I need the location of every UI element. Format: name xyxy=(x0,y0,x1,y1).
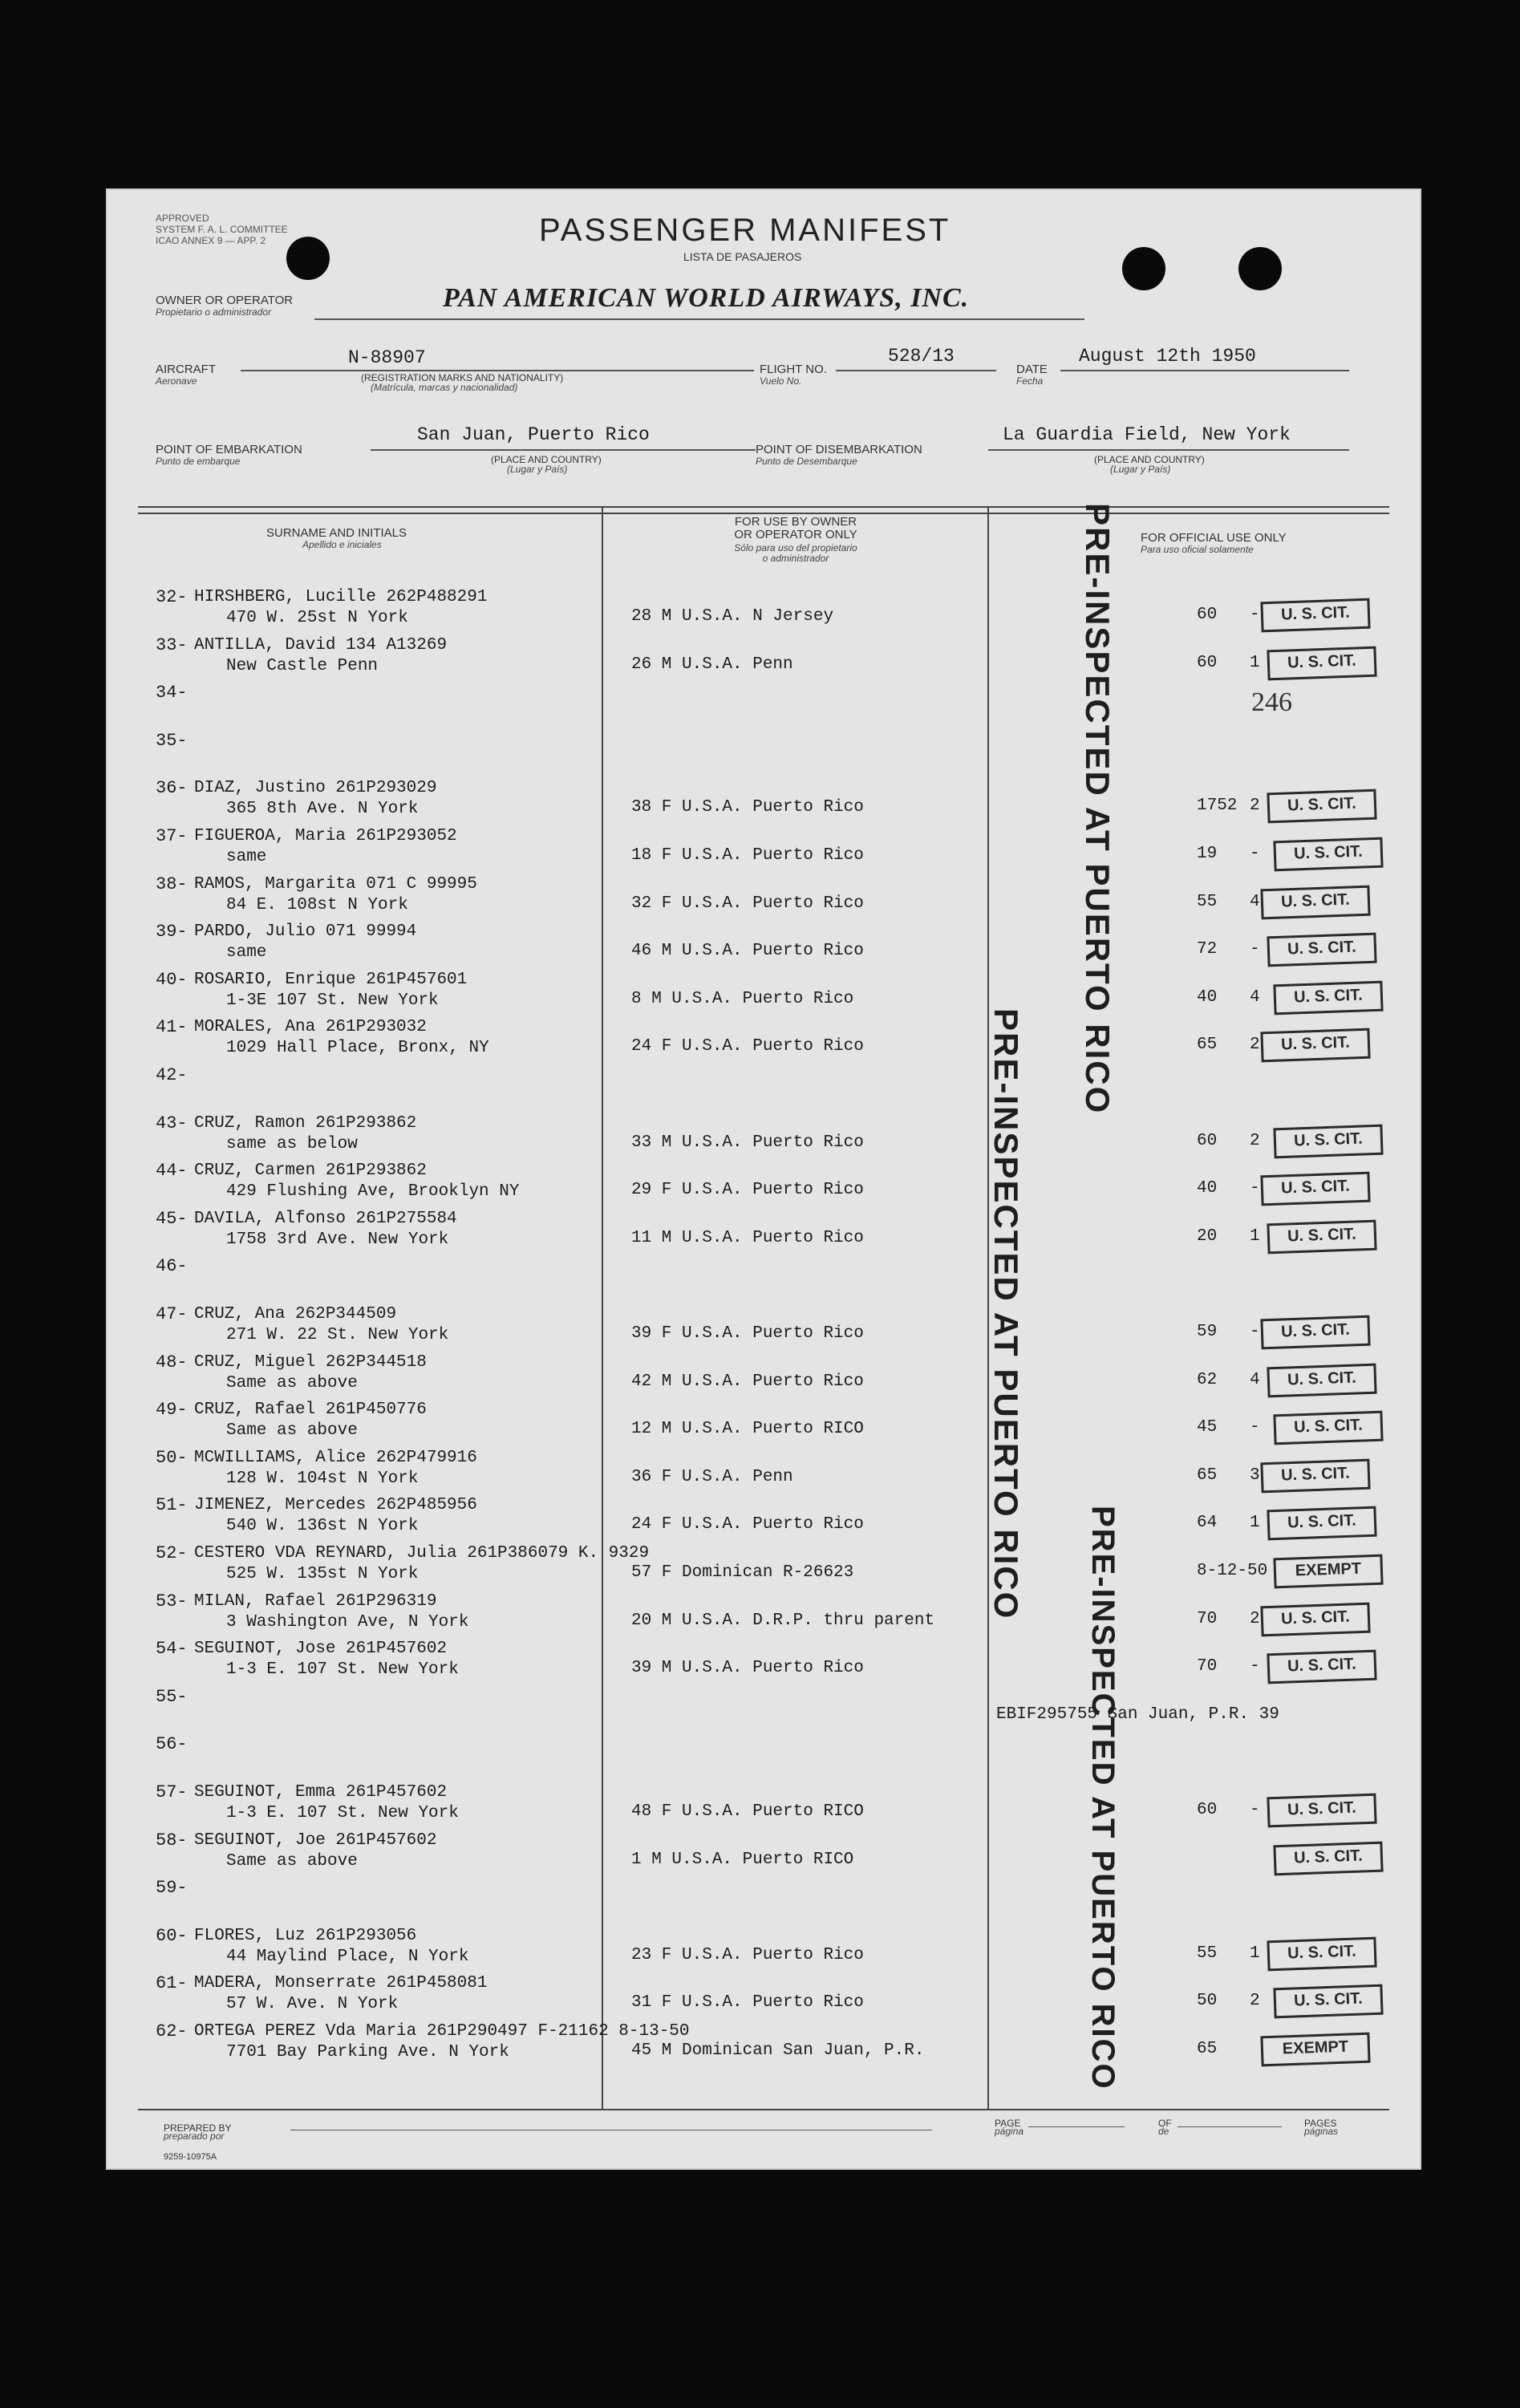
official-mark: - xyxy=(1250,1323,1260,1341)
us-citizen-stamp: U. S. CIT. xyxy=(1273,980,1383,1015)
of-label-es: de xyxy=(1158,2126,1169,2137)
row-52-note: EBIF295755 San Juan, P.R. 39 xyxy=(996,1705,1279,1724)
form-number: 9259-10975A xyxy=(164,2152,217,2162)
row-number: 36- xyxy=(156,778,188,799)
punch-hole xyxy=(286,237,330,280)
row-number: 35- xyxy=(156,730,188,751)
flight-value: 528/13 xyxy=(888,346,955,367)
row-number: 49- xyxy=(156,1400,188,1421)
passenger-details: 36 F U.S.A. Penn xyxy=(631,1467,793,1486)
passenger-details: 42 M U.S.A. Puerto Rico xyxy=(631,1372,864,1391)
passenger-details: 12 M U.S.A. Puerto RICO xyxy=(631,1420,864,1439)
date-value: August 12th 1950 xyxy=(1079,346,1256,367)
passenger-details: 1 M U.S.A. Puerto RICO xyxy=(631,1850,854,1869)
row-number: 51- xyxy=(156,1495,188,1516)
passenger-address-line: 7701 Bay Parking Ave. N York xyxy=(226,2043,509,2061)
row-number: 47- xyxy=(156,1304,188,1324)
official-number: 59 xyxy=(1197,1323,1218,1341)
table-top-rule xyxy=(138,506,1389,508)
passenger-name-line: CRUZ, Ana 262P344509 xyxy=(194,1305,397,1324)
date-label-es: Fecha xyxy=(1016,375,1044,387)
approved-line: SYSTEM F. A. L. COMMITTEE xyxy=(156,224,288,235)
row-number: 58- xyxy=(156,1830,188,1851)
table-row xyxy=(106,1015,1421,1064)
table-row xyxy=(106,825,1421,873)
row-number: 55- xyxy=(156,1686,188,1707)
passenger-address-line: New Castle Penn xyxy=(226,656,379,675)
us-citizen-stamp: U. S. CIT. xyxy=(1260,1172,1370,1206)
table-top-rule xyxy=(138,513,1389,514)
official-number: 70 xyxy=(1197,1609,1218,1628)
official-number: 65 xyxy=(1197,1036,1218,1055)
page-title: PASSENGER MANIFEST xyxy=(539,213,951,248)
official-mark: 3 xyxy=(1250,1465,1260,1485)
official-mark: - xyxy=(1250,1418,1260,1437)
us-citizen-stamp: U. S. CIT. xyxy=(1273,1124,1383,1158)
passenger-address-line: 1-3 E. 107 St. New York xyxy=(226,1660,459,1680)
col-header-owner-line: FOR USE BY OWNER xyxy=(734,515,857,529)
official-number: 60 xyxy=(1197,1131,1218,1150)
passenger-name-line: MADERA, Monserrate 261P458081 xyxy=(194,1974,488,1993)
us-citizen-stamp: U. S. CIT. xyxy=(1267,789,1376,824)
passenger-name-line: CRUZ, Miguel 262P344518 xyxy=(194,1352,427,1372)
official-number: 60 xyxy=(1197,606,1218,624)
passenger-address-line: 540 W. 136st N York xyxy=(226,1517,419,1536)
passenger-address-line: 1029 Hall Place, Bronx, NY xyxy=(226,1039,489,1058)
prepared-label: PREPARED BY xyxy=(164,2122,232,2134)
us-citizen-stamp: U. S. CIT. xyxy=(1273,1984,1383,2019)
passenger-name-line: CRUZ, Rafael 261P450776 xyxy=(194,1401,427,1420)
passenger-address-line: Same as above xyxy=(226,1373,358,1393)
embark-label: POINT OF EMBARKATION xyxy=(156,443,302,456)
official-mark: 2 xyxy=(1250,1131,1260,1150)
official-mark: 1 xyxy=(1250,1514,1260,1533)
disembark-label-es: Punto de Desembarque xyxy=(756,456,857,467)
table-row xyxy=(106,586,1421,634)
table-row xyxy=(106,681,1421,729)
disembark-label: POINT OF DISEMBARKATION xyxy=(756,443,922,456)
us-citizen-stamp: U. S. CIT. xyxy=(1260,598,1370,633)
passenger-name-line: RAMOS, Margarita 071 C 99995 xyxy=(194,874,477,894)
table-row xyxy=(106,920,1421,968)
us-citizen-stamp: U. S. CIT. xyxy=(1267,646,1376,680)
official-number: 1752 xyxy=(1197,797,1238,816)
passenger-name-line: ORTEGA PEREZ Vda Maria 261P290497 F-21162 8-13-50 xyxy=(194,2022,690,2041)
passenger-details: 8 M U.S.A. Puerto Rico xyxy=(631,989,854,1008)
disembark-value: La Guardia Field, New York xyxy=(1003,424,1291,445)
table-row xyxy=(106,1112,1421,1160)
table-row xyxy=(106,1590,1421,1638)
approved-line: APPROVED xyxy=(156,213,209,224)
owner-label-es: Propietario o administrador xyxy=(156,306,272,318)
passenger-name-line: FIGUEROA, Maria 261P293052 xyxy=(194,827,457,845)
embark-label-es: Punto de embarque xyxy=(156,456,241,467)
passenger-details: 24 F U.S.A. Puerto Rico xyxy=(631,1515,864,1534)
passenger-name-line: CRUZ, Carmen 261P293862 xyxy=(194,1161,427,1181)
table-row xyxy=(106,1351,1421,1399)
passenger-address-line: 365 8th Ave. N York xyxy=(226,800,419,819)
table-row xyxy=(106,729,1421,777)
row-number: 46- xyxy=(156,1256,188,1277)
col-header-official-es: Para uso oficial solamente xyxy=(1141,544,1254,555)
us-citizen-stamp: U. S. CIT. xyxy=(1267,1506,1376,1541)
official-number: 55 xyxy=(1197,892,1218,911)
passenger-details: 38 F U.S.A. Puerto Rico xyxy=(631,798,864,817)
row-number: 50- xyxy=(156,1447,188,1468)
official-mark: 1 xyxy=(1250,1944,1260,1963)
row-number: 54- xyxy=(156,1639,188,1660)
embark-value: San Juan, Puerto Rico xyxy=(417,424,650,445)
passenger-address-line: Same as above xyxy=(226,1421,358,1441)
pages-label: PAGES xyxy=(1304,2118,1337,2129)
col-header-owner-es xyxy=(683,543,908,564)
disembark-place-sub: (PLACE AND COUNTRY) xyxy=(1094,454,1205,465)
passenger-address-line: same xyxy=(226,943,267,963)
pre-inspected-stamp: PRE-INSPECTED AT PUERTO RICO xyxy=(987,1008,1025,1620)
passenger-name-line: PARDO, Julio 071 99994 xyxy=(194,922,417,942)
row-number: 60- xyxy=(156,1925,188,1946)
passenger-name-line: FLORES, Luz 261P293056 xyxy=(194,1926,417,1945)
passenger-details: 11 M U.S.A. Puerto Rico xyxy=(631,1228,864,1247)
aircraft-value: N-88907 xyxy=(348,347,426,368)
approved-block xyxy=(156,213,288,246)
passenger-details: 48 F U.S.A. Puerto RICO xyxy=(631,1802,864,1821)
table-row xyxy=(106,1733,1421,1781)
passenger-address-line: 1758 3rd Ave. New York xyxy=(226,1230,449,1249)
table-row xyxy=(106,1303,1421,1351)
embark-place-sub-es: (Lugar y País) xyxy=(507,464,568,475)
row-number: 48- xyxy=(156,1352,188,1372)
table-row xyxy=(106,1207,1421,1255)
official-mark: 1 xyxy=(1250,653,1260,672)
handwritten-number: 246 xyxy=(1251,687,1292,717)
table-row xyxy=(106,1924,1421,1972)
passenger-details: 45 M Dominican San Juan, P.R. xyxy=(631,2041,925,2060)
table-row xyxy=(106,1494,1421,1542)
table-row xyxy=(106,873,1421,921)
official-number: 45 xyxy=(1197,1418,1218,1437)
row-number: 59- xyxy=(156,1878,188,1899)
passenger-address-line: 1-3 E. 107 St. New York xyxy=(226,1804,459,1822)
table-row xyxy=(106,1542,1421,1590)
table-row xyxy=(106,1446,1421,1494)
passenger-name-line: DAVILA, Alfonso 261P275584 xyxy=(194,1209,457,1228)
us-citizen-stamp: U. S. CIT. xyxy=(1273,1411,1383,1445)
row-number: 52- xyxy=(156,1543,188,1563)
flight-label: FLIGHT NO. xyxy=(760,363,827,376)
row-number: 33- xyxy=(156,634,188,655)
official-number: 65 xyxy=(1197,2040,1218,2058)
official-number: 8-12-50 xyxy=(1197,1562,1268,1580)
row-number: 32- xyxy=(156,587,188,607)
us-citizen-stamp: U. S. CIT. xyxy=(1260,1602,1370,1636)
official-mark: 2 xyxy=(1250,797,1260,816)
passenger-address-line: 271 W. 22 St. New York xyxy=(226,1326,449,1344)
us-citizen-stamp: U. S. CIT. xyxy=(1260,1315,1370,1350)
exempt-stamp: EXEMPT xyxy=(1273,1555,1383,1589)
us-citizen-stamp: U. S. CIT. xyxy=(1260,885,1370,919)
table-row xyxy=(106,1064,1421,1112)
official-mark: - xyxy=(1250,1179,1260,1198)
table-row xyxy=(106,1876,1421,1924)
row-number: 53- xyxy=(156,1591,188,1611)
us-citizen-stamp: U. S. CIT. xyxy=(1273,1841,1383,1875)
row-number: 39- xyxy=(156,922,188,943)
col-header-owner xyxy=(699,516,892,541)
col-header-owner-es-line: Sólo para uso del propietario xyxy=(734,542,857,553)
row-number: 40- xyxy=(156,969,188,990)
passenger-name-line: DIAZ, Justino 261P293029 xyxy=(194,779,437,798)
official-number: 40 xyxy=(1197,987,1218,1007)
passenger-details: 29 F U.S.A. Puerto Rico xyxy=(631,1181,864,1200)
table-row xyxy=(106,1972,1421,2020)
passenger-address-line: Same as above xyxy=(226,1851,358,1871)
page-label: PAGE xyxy=(995,2118,1021,2129)
aircraft-sub-es: (Matrícula, marcas y nacionalidad) xyxy=(371,382,518,393)
passenger-details: 24 F U.S.A. Puerto Rico xyxy=(631,1037,864,1056)
passenger-details: 20 M U.S.A. D.R.P. thru parent xyxy=(631,1611,935,1630)
aircraft-label: AIRCRAFT xyxy=(156,363,216,376)
passenger-address-line: 429 Flushing Ave, Brooklyn NY xyxy=(226,1182,520,1202)
passenger-details: 39 F U.S.A. Puerto Rico xyxy=(631,1324,864,1343)
passenger-details: 39 M U.S.A. Puerto Rico xyxy=(631,1659,864,1678)
passenger-details: 33 M U.S.A. Puerto Rico xyxy=(631,1133,864,1152)
passenger-name-line: HIRSHBERG, Lucille 262P488291 xyxy=(194,588,488,606)
table-row xyxy=(106,1159,1421,1207)
col-header-surname-es: Apellido e iniciales xyxy=(302,539,382,550)
passenger-name-line: MCWILLIAMS, Alice 262P479916 xyxy=(194,1448,477,1467)
passenger-name-line: JIMENEZ, Mercedes 262P485956 xyxy=(194,1496,477,1515)
passenger-name-line: MORALES, Ana 261P293032 xyxy=(194,1018,427,1037)
pages-label-es: páginas xyxy=(1304,2126,1339,2137)
approved-line: ICAO ANNEX 9 — APP. 2 xyxy=(156,235,266,246)
us-citizen-stamp: U. S. CIT. xyxy=(1267,1936,1376,1971)
official-number: 72 xyxy=(1197,940,1218,959)
official-number: 20 xyxy=(1197,1226,1218,1246)
official-number: 70 xyxy=(1197,1657,1218,1676)
table-row xyxy=(106,2020,1421,2068)
row-number: 42- xyxy=(156,1065,188,1085)
official-number: 55 xyxy=(1197,1944,1218,1963)
row-number: 44- xyxy=(156,1161,188,1182)
of-label: OF xyxy=(1158,2118,1172,2129)
passenger-name-line: CESTERO VDA REYNARD, Julia 261P386079 K. 9329 xyxy=(194,1544,650,1563)
passenger-details: 28 M U.S.A. N Jersey xyxy=(631,607,834,626)
official-mark: - xyxy=(1250,845,1260,863)
passenger-details: 57 F Dominican R-26623 xyxy=(631,1563,854,1582)
passenger-address-line: 1-3E 107 St. New York xyxy=(226,991,439,1010)
official-number: 60 xyxy=(1197,653,1218,672)
manifest-page xyxy=(106,189,1421,2170)
passenger-address-line: 128 W. 104st N York xyxy=(226,1469,419,1488)
punch-hole xyxy=(1122,247,1165,290)
exempt-stamp: EXEMPT xyxy=(1260,2033,1370,2067)
passenger-details: 32 F U.S.A. Puerto Rico xyxy=(631,894,864,913)
us-citizen-stamp: U. S. CIT. xyxy=(1273,837,1383,872)
us-citizen-stamp: U. S. CIT. xyxy=(1267,933,1376,967)
official-mark: 4 xyxy=(1250,892,1260,911)
row-number: 34- xyxy=(156,683,188,703)
official-number: 65 xyxy=(1197,1465,1218,1485)
row-number: 56- xyxy=(156,1734,188,1755)
us-citizen-stamp: U. S. CIT. xyxy=(1267,1363,1376,1397)
row-number: 45- xyxy=(156,1208,188,1229)
us-citizen-stamp: U. S. CIT. xyxy=(1260,1458,1370,1493)
table-row xyxy=(106,1829,1421,1877)
passenger-address-line: 470 W. 25st N York xyxy=(226,609,408,627)
table-bottom-rule xyxy=(138,2109,1389,2110)
passenger-details: 18 F U.S.A. Puerto Rico xyxy=(631,846,864,865)
official-number: 62 xyxy=(1197,1370,1218,1389)
page-label-es: página xyxy=(995,2126,1024,2137)
passenger-details: 46 M U.S.A. Puerto Rico xyxy=(631,942,864,961)
table-row xyxy=(106,1255,1421,1303)
official-mark: - xyxy=(1250,940,1260,959)
table-row xyxy=(106,1398,1421,1446)
passenger-details: 26 M U.S.A. Penn xyxy=(631,655,793,674)
table-row xyxy=(106,776,1421,825)
passenger-address-line: same as below xyxy=(226,1134,358,1153)
row-number: 37- xyxy=(156,826,188,846)
passenger-name-line: MILAN, Rafael 261P296319 xyxy=(194,1591,437,1611)
passenger-details: 23 F U.S.A. Puerto Rico xyxy=(631,1945,864,1964)
passenger-details: 31 F U.S.A. Puerto Rico xyxy=(631,1993,864,2013)
passenger-address-line: 525 W. 135st N York xyxy=(226,1565,419,1583)
pre-inspected-stamp: PRE-INSPECTED AT PUERTO RICO xyxy=(1085,1506,1121,2090)
col-header-owner-es-line: o administrador xyxy=(762,553,829,564)
owner-name: PAN AMERICAN WORLD AIRWAYS, INC. xyxy=(443,283,970,313)
passenger-name-line: ROSARIO, Enrique 261P457601 xyxy=(194,970,468,989)
official-number: 64 xyxy=(1197,1514,1218,1533)
passenger-address-line: 44 Maylind Place, N York xyxy=(226,1947,469,1966)
col-header-owner-line: OR OPERATOR ONLY xyxy=(734,528,857,541)
official-mark: 2 xyxy=(1250,1992,1260,2011)
punch-hole xyxy=(1238,247,1282,290)
us-citizen-stamp: U. S. CIT. xyxy=(1267,1794,1376,1828)
official-number: 40 xyxy=(1197,1179,1218,1198)
col-header-surname: SURNAME AND INITIALS xyxy=(266,526,407,540)
row-number: 41- xyxy=(156,1017,188,1038)
official-mark: - xyxy=(1250,1657,1260,1676)
passenger-name-line: CRUZ, Ramon 261P293862 xyxy=(194,1113,417,1133)
official-number: 50 xyxy=(1197,1992,1218,2011)
page-title-es: LISTA DE PASAJEROS xyxy=(683,250,802,263)
prepared-label-es: preparado por xyxy=(164,2130,225,2142)
passenger-name-line: SEGUINOT, Emma 261P457602 xyxy=(194,1783,448,1802)
aircraft-sub: (REGISTRATION MARKS AND NATIONALITY) xyxy=(361,372,564,383)
us-citizen-stamp: U. S. CIT. xyxy=(1260,1028,1370,1063)
passenger-address-line: 57 W. Ave. N York xyxy=(226,1995,399,2014)
col-header-official: FOR OFFICIAL USE ONLY xyxy=(1141,531,1287,545)
official-mark: 2 xyxy=(1250,1609,1260,1628)
official-mark: - xyxy=(1250,606,1260,624)
row-number: 61- xyxy=(156,1973,188,1994)
row-number: 57- xyxy=(156,1782,188,1802)
date-label: DATE xyxy=(1016,363,1048,376)
row-number: 38- xyxy=(156,874,188,894)
table-row xyxy=(106,1781,1421,1829)
us-citizen-stamp: U. S. CIT. xyxy=(1267,1650,1376,1684)
official-mark: 4 xyxy=(1250,1370,1260,1389)
row-number: 62- xyxy=(156,2021,188,2041)
flight-label-es: Vuelo No. xyxy=(760,375,802,387)
row-number: 43- xyxy=(156,1113,188,1133)
passenger-address-line: 84 E. 108st N York xyxy=(226,895,408,914)
passenger-name-line: SEGUINOT, Jose 261P457602 xyxy=(194,1640,448,1659)
passenger-name-line: SEGUINOT, Joe 261P457602 xyxy=(194,1830,437,1850)
embark-place-sub: (PLACE AND COUNTRY) xyxy=(491,454,602,465)
table-row xyxy=(106,968,1421,1016)
table-row xyxy=(106,634,1421,682)
owner-label: OWNER OR OPERATOR xyxy=(156,294,294,307)
official-mark: 2 xyxy=(1250,1036,1260,1055)
us-citizen-stamp: U. S. CIT. xyxy=(1267,1219,1376,1254)
aircraft-label-es: Aeronave xyxy=(156,375,197,387)
table-row xyxy=(106,1637,1421,1685)
official-mark: 4 xyxy=(1250,987,1260,1007)
passenger-address-line: 3 Washington Ave, N York xyxy=(226,1612,469,1632)
pre-inspected-stamp: PRE-INSPECTED AT PUERTO RICO xyxy=(1079,503,1117,1115)
official-number: 60 xyxy=(1197,1801,1218,1819)
disembark-place-sub-es: (Lugar y País) xyxy=(1110,464,1171,475)
passenger-name-line: ANTILLA, David 134 A13269 xyxy=(194,635,448,655)
official-mark: 1 xyxy=(1250,1226,1260,1246)
passenger-address-line: same xyxy=(226,848,267,866)
official-mark: - xyxy=(1250,1801,1260,1819)
official-number: 19 xyxy=(1197,845,1218,863)
